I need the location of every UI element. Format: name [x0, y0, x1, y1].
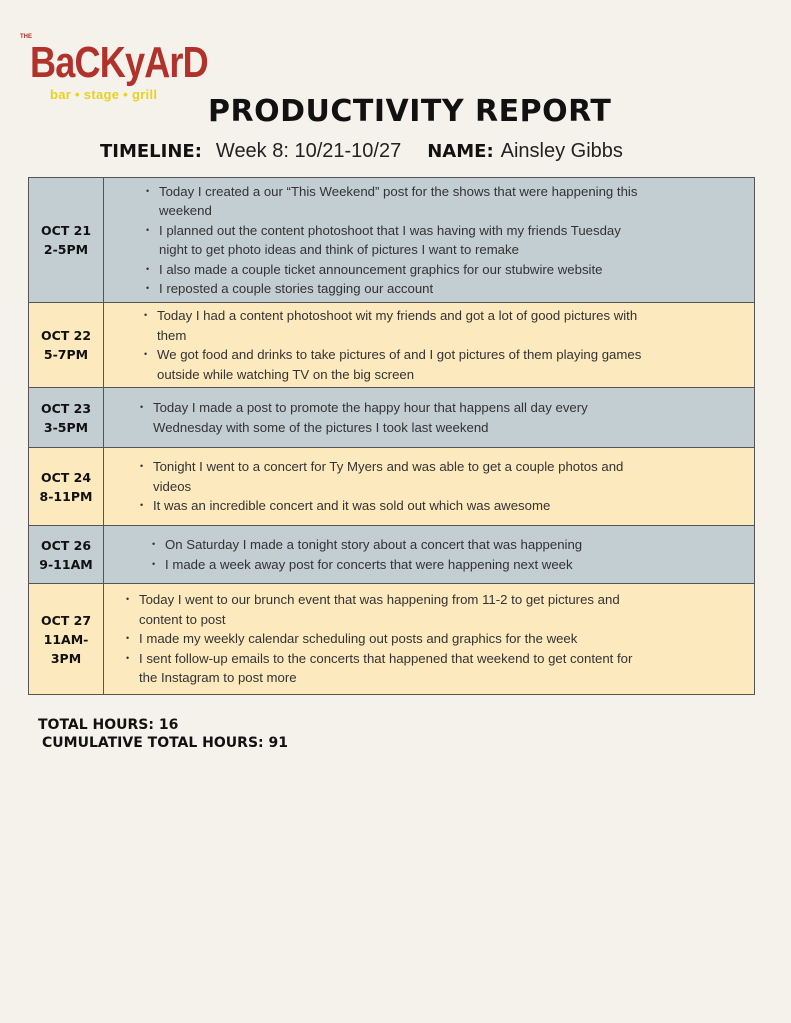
log-note-item: • Today I created a our “This Weekend” post for the shows that were happening this weekend [146, 182, 644, 221]
log-row [29, 526, 755, 584]
name-label: NAME: [427, 141, 494, 162]
log-date-cell [29, 388, 104, 448]
log-note-item: • I made my weekly calendar scheduling out posts and graphics for the week [126, 629, 644, 649]
logo-name: BaCKyArD [30, 38, 208, 87]
name-value: Ainsley Gibbs [500, 140, 623, 162]
report-meta [100, 139, 623, 164]
log-date-cell [29, 303, 104, 388]
log-time: 9-11AM [39, 556, 93, 572]
totals [38, 716, 288, 752]
log-note-item: • We got food and drinks to take pictures of and I got pictures of them playing games outside while watching TV on the big screen [144, 345, 644, 384]
log-date: OCT 27 [40, 612, 92, 628]
log-notes-cell [104, 584, 755, 695]
log-row [29, 584, 755, 695]
log-notes-cell [104, 526, 755, 584]
log-notes-list [104, 182, 754, 299]
logo-tagline: bar • stage • grill [50, 87, 158, 102]
log-date-cell [29, 526, 104, 584]
log-notes-list [104, 590, 754, 688]
logo-prefix: THE [20, 34, 32, 40]
log-date: OCT 23 [40, 400, 92, 416]
total-hours: TOTAL HOURS: 16 [38, 717, 179, 733]
log-note-item: • Today I made a post to promote the happy hour that happens all day every Wednesday with some of the pictures I took last weekend [140, 398, 644, 437]
log-notes-list [104, 457, 754, 516]
page-title: PRODUCTIVITY REPORT [208, 94, 612, 129]
log-date-cell [29, 584, 104, 695]
log-date-cell [29, 448, 104, 526]
log-time: 11AM- 3PM [43, 631, 89, 666]
log-notes-list [104, 535, 754, 574]
log-note-item: • On Saturday I made a tonight story about a concert that was happening [152, 535, 644, 555]
log-note-item: • I made a week away post for concerts that were happening next week [152, 555, 644, 575]
log-row [29, 388, 755, 448]
log-note-item: • It was an incredible concert and it was sold out which was awesome [140, 496, 644, 516]
log-note-item: • I sent follow-up emails to the concerts that happened that weekend to get content for the Instagram to post more [126, 649, 644, 688]
log-note-item: • I reposted a couple stories tagging our account [146, 279, 644, 299]
log-time: 3-5PM [43, 419, 89, 435]
log-notes-cell [104, 388, 755, 448]
log-time: 5-7PM [43, 347, 89, 362]
log-note-item: • Today I went to our brunch event that was happening from 11-2 to get pictures and content to post [126, 590, 644, 629]
log-note-item: • I planned out the content photoshoot that I was having with my friends Tuesday night to get photo ideas and think of pictures I want to remake [146, 221, 644, 260]
log-date: OCT 21 [40, 223, 92, 238]
log-note-item: • Tonight I went to a concert for Ty Myers and was able to get a couple photos and videos [140, 457, 644, 496]
log-date: OCT 22 [40, 328, 92, 343]
log-date: OCT 24 [40, 469, 92, 485]
cumulative-total-hours: CUMULATIVE TOTAL HOURS: 91 [42, 735, 288, 751]
log-notes-cell [104, 178, 755, 303]
log-date: OCT 26 [40, 537, 92, 553]
log-note-item: • Today I had a content photoshoot wit my friends and got a lot of good pictures with them [144, 306, 644, 345]
log-notes-list [104, 306, 754, 384]
activity-log-table [28, 177, 755, 695]
timeline-label: TIMELINE: [100, 141, 202, 162]
log-time: 8-11PM [39, 488, 93, 504]
log-date-cell [29, 178, 104, 303]
log-note-item: • I also made a couple ticket announcement graphics for our stubwire website [146, 260, 644, 280]
log-row [29, 448, 755, 526]
log-row [29, 178, 755, 303]
log-time: 2-5PM [43, 242, 89, 257]
log-notes-list [104, 398, 754, 437]
log-notes-cell [104, 303, 755, 388]
log-notes-cell [104, 448, 755, 526]
timeline-value: Week 8: 10/21-10/27 [215, 140, 402, 162]
log-row [29, 303, 755, 388]
